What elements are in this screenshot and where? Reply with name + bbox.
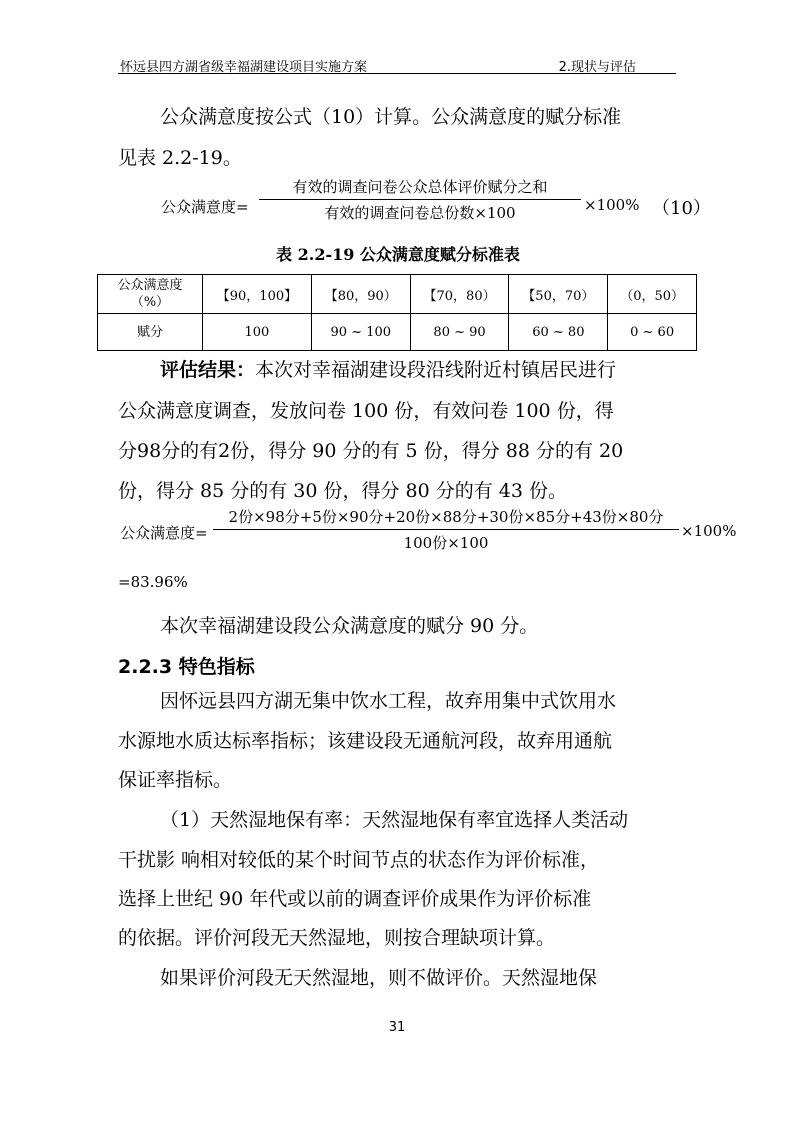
satisfaction-score-table xyxy=(97,274,697,351)
table-header-label xyxy=(98,275,203,314)
table-range-cell: 【50，70） xyxy=(509,275,608,314)
result-line-2: 公众满意度调查，发放问卷 100 份，有效问卷 100 份，得 xyxy=(118,400,614,422)
page-number: 31 xyxy=(388,1020,406,1035)
table-range-cell: 【70，80） xyxy=(410,275,509,314)
conclusion-line: 本次幸福湖建设段公众满意度的赋分 90 分。 xyxy=(160,615,539,637)
table-score-cell: 60 ~ 80 xyxy=(509,314,608,351)
formula-calculation-multiplier: ×100% xyxy=(681,522,737,540)
para2-line-1: （1）天然湿地保有率：天然湿地保有率宜选择人类活动 xyxy=(160,809,629,831)
header-rule xyxy=(118,73,676,74)
formula-10-multiplier: ×100% xyxy=(584,196,640,214)
formula-10-label: 公众满意度= xyxy=(161,198,249,216)
formula-10-numerator: 有效的调查问卷公众总体评价赋分之和 xyxy=(292,178,548,196)
para3-line-1: 如果评价河段无天然湿地，则不做评价。天然湿地保 xyxy=(160,967,598,989)
result-line-3: 分98分的有2份，得分 90 分的有 5 份，得分 88 分的有 20 xyxy=(118,440,624,462)
table-score-cell: 0 ~ 60 xyxy=(608,314,697,351)
formula-10-fraction xyxy=(259,176,581,223)
table-header-label-line1: 公众满意度 xyxy=(117,278,183,293)
section-heading: 2.2.3 特色指标 xyxy=(118,656,255,678)
formula-calculation-fraction xyxy=(213,506,679,553)
para1-line-2: 水源地水质达标率指标；该建设段无通航河段，故弃用通航 xyxy=(118,730,613,752)
table-range-cell: 【90，100】 xyxy=(203,275,312,314)
para1-line-3: 保证率指标。 xyxy=(118,769,233,791)
table-score-cell: 90 ~ 100 xyxy=(311,314,410,351)
table-row xyxy=(98,275,697,314)
result-line-4: 份，得分 85 分的有 30 份，得分 80 分的有 43 份。 xyxy=(118,480,568,502)
result-lead: 评估结果： xyxy=(160,359,256,381)
result-line-1 xyxy=(160,356,720,384)
formula-calculation-denominator: 100份×100 xyxy=(403,534,489,552)
formula-10-equation-number: （10） xyxy=(652,198,711,219)
result-line-1-text: 本次对幸福湖建设段沿线附近村镇居民进行 xyxy=(255,359,617,381)
table-range-cell: （0，50） xyxy=(608,275,697,314)
table-range-cell: 【80，90） xyxy=(311,275,410,314)
para1-line-1: 因怀远县四方湖无集中饮水工程，故弃用集中式饮用水 xyxy=(160,690,617,712)
para2-line-3: 选择上世纪 90 年代或以前的调查评价成果作为评价标准 xyxy=(118,888,592,910)
formula-calculation-result: =83.96% xyxy=(118,573,188,591)
formula-calculation-label: 公众满意度= xyxy=(120,524,208,542)
header-document-title: 怀远县四方湖省级幸福湖建设项目实施方案 xyxy=(120,60,368,75)
para2-line-2: 干扰影 响相对较低的某个时间节点的状态作为评价标准， xyxy=(118,849,600,871)
table-score-cell: 100 xyxy=(203,314,312,351)
formula-10-denominator: 有效的调查问卷总份数×100 xyxy=(324,204,516,222)
table-header-label-line2: （%） xyxy=(130,295,170,310)
table-caption: 表 2.2-19 公众满意度赋分标准表 xyxy=(276,245,520,264)
table-row xyxy=(98,314,697,351)
intro-line-2: 见表 2.2-19。 xyxy=(118,147,242,169)
intro-line-1: 公众满意度按公式（10）计算。公众满意度的赋分标准 xyxy=(160,106,622,128)
formula-calculation-numerator: 2份×98分+5份×90分+20份×88分+30份×85分+43份×80分 xyxy=(228,508,664,526)
para2-line-4: 的依据。评价河段无天然湿地，则按合理缺项计算。 xyxy=(118,927,556,949)
table-score-label: 赋分 xyxy=(98,314,203,351)
header-chapter: 2.现状与评估 xyxy=(558,60,636,75)
table-score-cell: 80 ~ 90 xyxy=(410,314,509,351)
